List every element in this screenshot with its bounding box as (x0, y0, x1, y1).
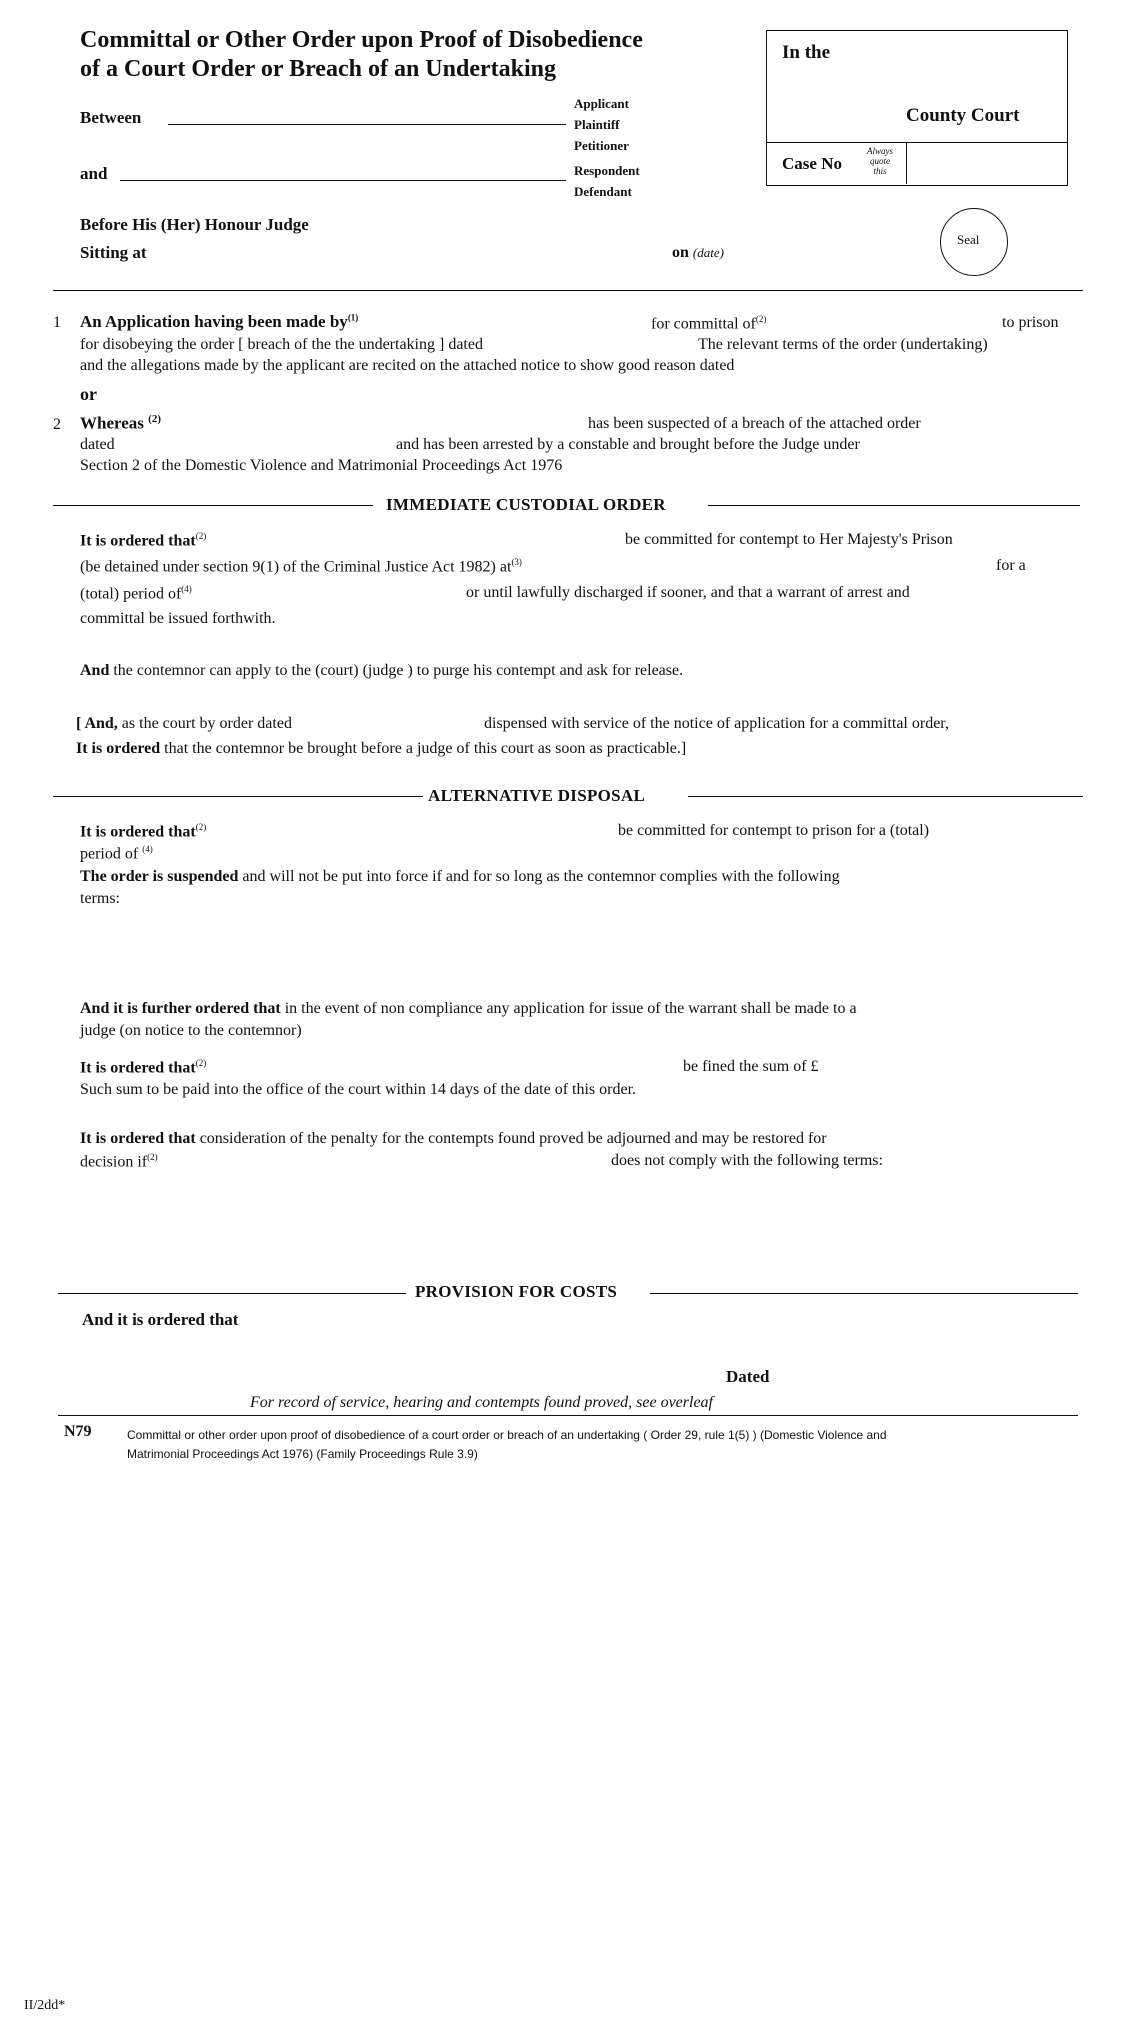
para1-line3: and the allegations made by the applicant are recited on the attached notice to show good reason dated (80, 357, 735, 374)
period-text: (total) period of (80, 585, 182, 603)
role-petitioner: Petitioner (574, 138, 629, 153)
para1-to-prison: to prison (1002, 314, 1059, 331)
immediate-bracket-line2 (76, 740, 686, 758)
costs-record-note: For record of service, hearing and contempts found proved, see overleaf (250, 1394, 713, 1411)
ordered-text: It is ordered that (80, 823, 196, 841)
consider-bold: It is ordered that (80, 1130, 196, 1147)
further-rest: in the event of non compliance any application for issue of the warrant shall be made to a (280, 1000, 857, 1017)
before-judge: Before His (Her) Honour Judge (80, 215, 309, 234)
alternative-rule-left (53, 796, 423, 797)
alternative-further (80, 1000, 857, 1018)
immediate-committed: be committed for contempt to Her Majesty's Prison (625, 531, 953, 548)
alternative-decision (80, 1152, 158, 1171)
costs-dated: Dated (726, 1367, 770, 1386)
court-by-order: as the court by order dated (117, 715, 292, 732)
alternative-ordered (80, 822, 206, 841)
case-no-label: Case No (782, 154, 842, 173)
para2-number: 2 (53, 416, 61, 433)
form-description (127, 1426, 887, 1464)
immediate-for-a: for a (996, 557, 1026, 574)
between-label: Between (80, 108, 142, 127)
period-text: period of (80, 845, 139, 863)
immediate-rule-right (708, 505, 1080, 506)
ref-2: (2) (755, 314, 767, 324)
alternative-suspended (80, 868, 840, 886)
immediate-purge (80, 662, 683, 680)
form-code: II/2dd* (24, 1998, 66, 2013)
court-in-the: In the (782, 42, 831, 63)
costs-bottom-rule (58, 1415, 1078, 1416)
alternative-period (80, 844, 153, 863)
always-quote-2: quote (870, 156, 890, 166)
ref-2: (2) (195, 531, 207, 541)
para1-lead (80, 312, 358, 332)
immediate-discharged: or until lawfully discharged if sooner, and that a warrant of arrest and (466, 584, 910, 601)
and-label: and (80, 164, 108, 183)
alternative-fined: be fined the sum of £ (683, 1058, 819, 1075)
alternative-rule-right (688, 796, 1083, 797)
immediate-bracket-line1 (76, 715, 292, 733)
para1-committal (651, 314, 766, 333)
purge-text: the contemnor can apply to the (court) (judge ) to purge his contempt and ask for release. (109, 662, 684, 679)
alternative-committed: be committed for contempt to prison for a (total) (618, 822, 930, 839)
para2-section: Section 2 of the Domestic Violence and Matrimonial Proceedings Act 1976 (80, 457, 563, 474)
ref-2: (2) (195, 822, 207, 832)
para2-dated: dated (80, 436, 115, 453)
on-label: on (672, 244, 689, 261)
alternative-not-comply: does not comply with the following terms: (611, 1152, 883, 1169)
costs-rule-right (650, 1293, 1078, 1294)
ref-4: (4) (181, 584, 192, 594)
para2-suspected: has been suspected of a breach of the attached order (588, 415, 921, 432)
suspended-bold: The order is suspended (80, 868, 239, 885)
form-title (80, 26, 643, 84)
role-respondent: Respondent (574, 163, 640, 178)
whereas-text: Whereas (80, 413, 144, 433)
party-roles-1 (574, 93, 629, 156)
decision-if: decision if (80, 1153, 148, 1171)
costs-rule-left (58, 1293, 406, 1294)
form-description-line1: Committal or other order upon proof of disobedience of a court order or breach of an undertaking ( Order 29, rule 1(5) ) (Domestic Violence and (127, 1428, 887, 1442)
alternative-sum-paid: Such sum to be paid into the office of the court within 14 days of the date of this order. (80, 1081, 637, 1098)
court-name: County Court (906, 105, 1020, 126)
date-hint: (date) (692, 245, 724, 260)
form-title-line1: Committal or Other Order upon Proof of Disobedience (80, 27, 643, 53)
decision-ref: (2) (147, 1152, 158, 1162)
further-bold: And it is further ordered that (80, 1000, 281, 1017)
ordered-bold: It is ordered (76, 740, 161, 757)
always-quote (858, 146, 902, 176)
between-line[interactable] (168, 124, 566, 125)
role-plaintiff: Plaintiff (574, 117, 620, 132)
and-bold: And (80, 662, 110, 679)
alternative-consider (80, 1130, 827, 1148)
para1-line2b: The relevant terms of the order (undertaking) (698, 336, 988, 353)
immediate-heading: IMMEDIATE CUSTODIAL ORDER (386, 495, 666, 514)
bracket-and: [ And, (76, 715, 118, 732)
para1-lead-text: An Application having been made by (80, 312, 348, 331)
form-title-line2: of a Court Order or Breach of an Undertaking (80, 56, 556, 82)
immediate-ordered (80, 531, 206, 550)
ordered-text: It is ordered that (80, 532, 196, 550)
case-no-field[interactable] (907, 143, 1065, 183)
costs-and-ordered: And it is ordered that (82, 1310, 239, 1329)
committal-text: for committal of (651, 315, 756, 333)
always-quote-1: Always (867, 146, 893, 156)
party-roles-2 (574, 160, 640, 202)
para2-arrested: and has been arrested by a constable and brought before the Judge under (396, 436, 860, 453)
para2-lead (80, 413, 161, 434)
para1-line2a: for disobeying the order [ breach of the the undertaking ] dated (80, 336, 483, 353)
ref-1: (1) (347, 312, 359, 323)
or-label: or (80, 384, 97, 404)
always-quote-3: this (873, 166, 887, 176)
costs-heading: PROVISION FOR COSTS (415, 1282, 618, 1301)
ref-4: (4) (142, 844, 153, 854)
para1-number: 1 (53, 314, 61, 331)
alternative-fined-ordered (80, 1058, 206, 1077)
form-number: N79 (64, 1423, 92, 1440)
consider-rest: consideration of the penalty for the contempts found proved be adjourned and may be restored for (195, 1130, 827, 1147)
suspended-rest: and will not be put into force if and for so long as the contemnor complies with the following (238, 868, 840, 885)
fined-ordered-text: It is ordered that (80, 1059, 196, 1077)
immediate-period (80, 584, 192, 603)
immediate-dispensed: dispensed with service of the notice of application for a committal order, (484, 715, 949, 732)
detained-text: (be detained under section 9(1) of the Criminal Justice Act 1982) at (80, 558, 512, 576)
alternative-terms: terms: (80, 890, 120, 907)
on-date (672, 244, 724, 262)
role-defendant: Defendant (574, 184, 632, 199)
alternative-judge-notice: judge (on notice to the contemnor) (80, 1022, 302, 1039)
immediate-detained (80, 557, 522, 576)
sitting-at: Sitting at (80, 243, 147, 262)
alternative-heading: ALTERNATIVE DISPOSAL (428, 786, 646, 805)
role-applicant: Applicant (574, 96, 629, 111)
header-rule (53, 290, 1083, 291)
form-description-line2: Matrimonial Proceedings Act 1976) (Family Proceedings Rule 3.9) (127, 1447, 478, 1461)
ref-2: (2) (148, 413, 161, 425)
seal-label: Seal (957, 232, 980, 247)
fined-ref: (2) (195, 1058, 207, 1068)
and-line[interactable] (120, 180, 566, 181)
brought-text: that the contemnor be brought before a judge of this court as soon as practicable.] (160, 740, 687, 757)
immediate-forthwith: committal be issued forthwith. (80, 610, 276, 627)
ref-3: (3) (511, 557, 522, 567)
immediate-rule-left (53, 505, 373, 506)
